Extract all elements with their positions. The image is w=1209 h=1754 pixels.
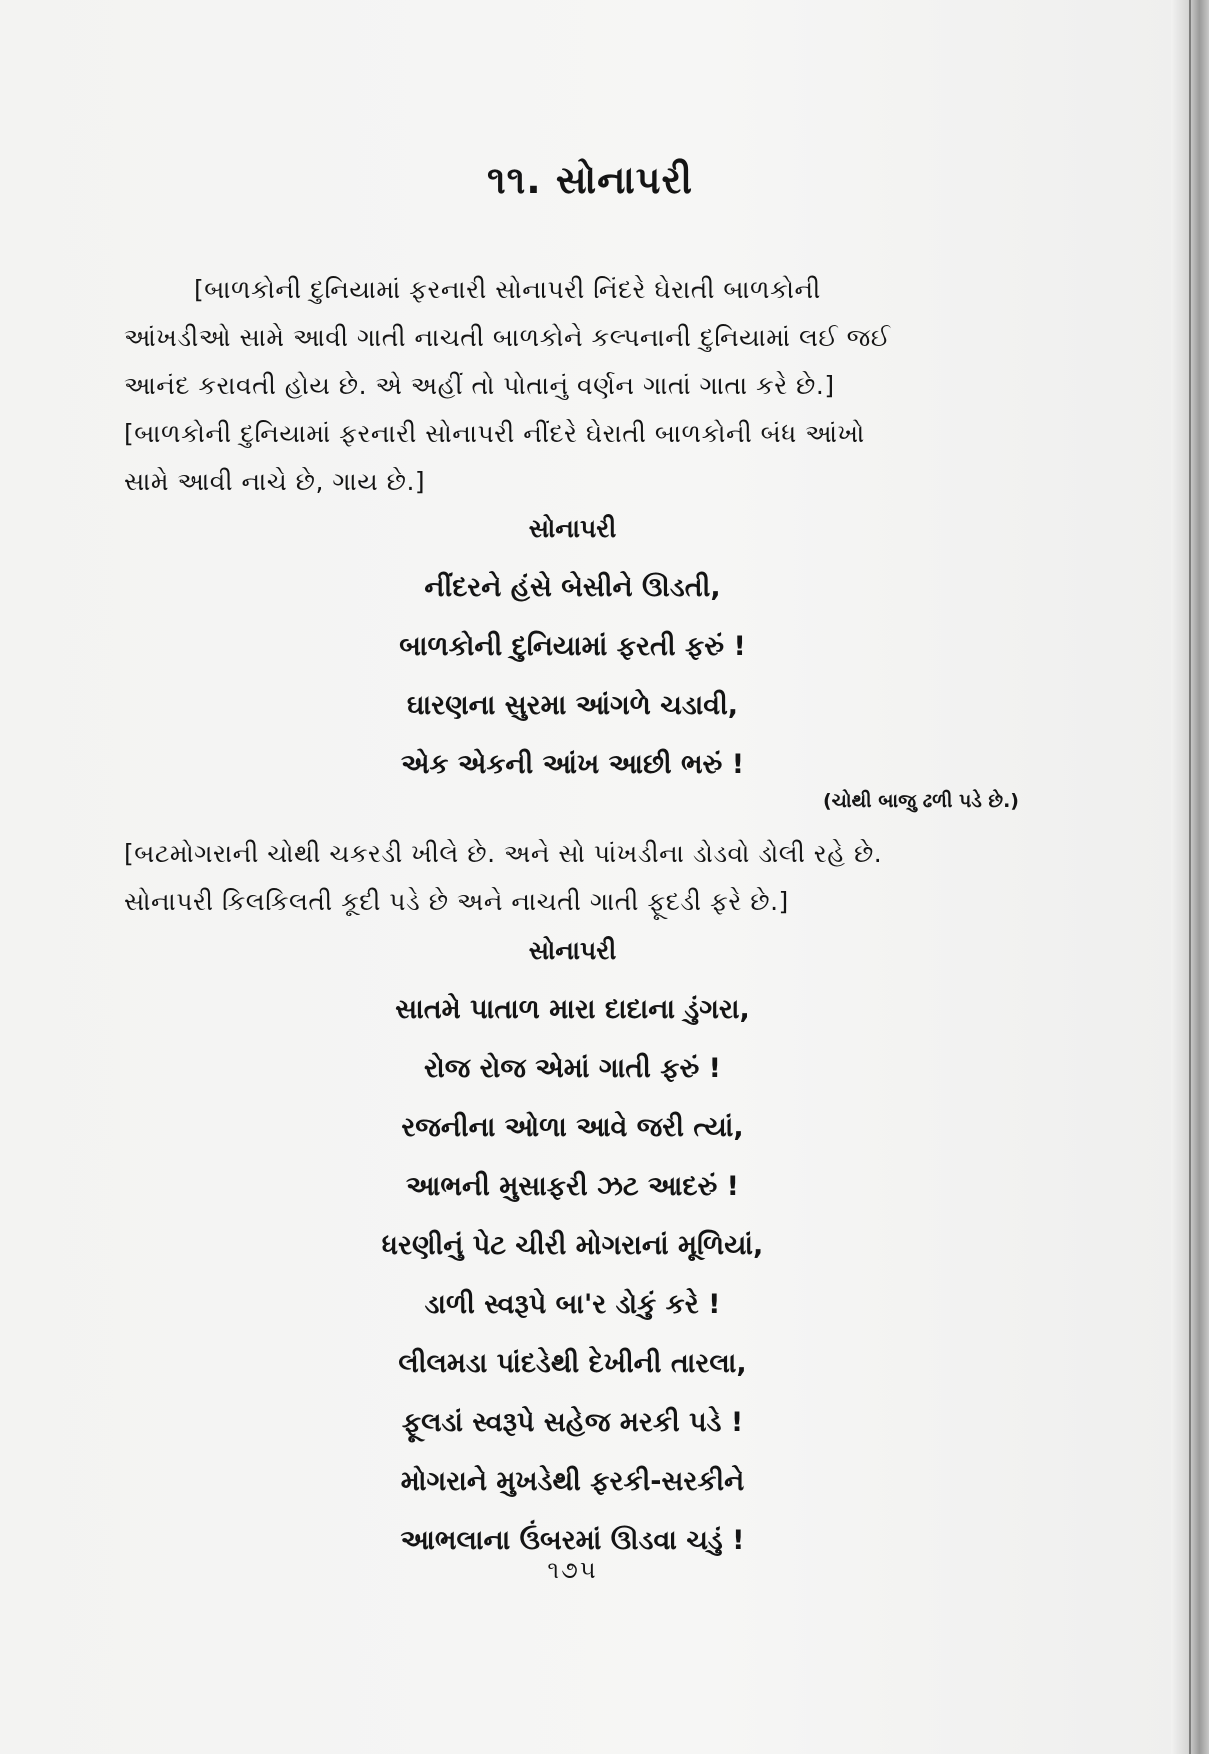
verse-line: સાતમે પાતાળ મારા દાદાના ડુંગરા, [395, 994, 750, 1025]
paragraph-line: સામે આવી નાચે છે, ગાય છે.] [124, 467, 426, 496]
chapter-title: ૧૧. સોનાપરી [487, 158, 693, 202]
verse-line: એક એકની આંખ આછી ભરું ! [400, 749, 745, 780]
verse-line: ઘારણના સુરમા આંગળે ચડાવી, [406, 690, 739, 721]
verse-line: લીલમડા પાંદડેથી દેખીની તારલા, [398, 1348, 747, 1379]
page-number: ૧૭૫ [547, 1556, 598, 1584]
verse-line: મોગરાને મુખડેથી ફરકી-સરકીને [400, 1466, 745, 1497]
paragraph-line: [બટમોગરાની ચોથી ચકરડી ખીલે છે. અને સો પાંખડીના ડોડવો ડોલી રહે છે. [124, 839, 883, 868]
verse-line: ધરણીનું પેટ ચીરી મોગરાનાં મૂળિયાં, [381, 1230, 764, 1261]
second-paragraph [124, 410, 1004, 506]
speaker-label: સોનાપરી [528, 936, 617, 965]
intro-paragraph [124, 266, 1004, 410]
verse-line: ફૂલડાં સ્વરૂપે સહેજ મરકી પડે ! [401, 1407, 744, 1438]
verse-line: નીંદરને હંસે બેસીને ઊડતી, [424, 572, 721, 603]
third-paragraph [124, 830, 1004, 926]
verse-line: આભલાના ઉંબરમાં ઊડવા ચડું ! [400, 1525, 745, 1556]
verse-line: રોજ રોજ એમાં ગાતી ફરું ! [424, 1053, 721, 1084]
page-edge-line [1189, 0, 1191, 1754]
verse-line: બાળકોની દુનિયામાં ફરતી ફરું ! [399, 631, 746, 662]
intro-line: [બાળકોની દુનિયામાં ફરનારી સોનાપરી નિંદરે ઘેરાતી બાળકોની [194, 275, 821, 304]
stage-direction: (ચોથી બાજુ ઢળી પડે છે.) [822, 790, 1019, 812]
verse-line: આભની મુસાફરી ઝટ આદરું ! [406, 1171, 739, 1202]
verse-line: રજનીના ઓળા આવે જરી ત્યાં, [401, 1112, 744, 1143]
speaker-label: સોનાપરી [528, 514, 617, 543]
intro-line: આંખડીઓ સામે આવી ગાતી નાચતી બાળકોને કલ્પનાની દુનિયામાં લઈ જઈ [124, 323, 891, 352]
paragraph-line: સોનાપરી કિલકિલતી કૂદી પડે છે અને નાચતી ગાતી ફૂદડી ફરે છે.] [124, 887, 789, 916]
intro-line: આનંદ કરાવતી હોય છે. એ અહીં તો પોતાનું વર્ણન ગાતાં ગાતા કરે છે.] [124, 371, 835, 400]
verse-block-1 [0, 558, 1145, 794]
paragraph-line: [બાળકોની દુનિયામાં ફરનારી સોનાપરી નીંદરે ઘેરાતી બાળકોની બંધ આંખો [124, 419, 865, 448]
verse-block-2 [0, 980, 1145, 1570]
verse-line: ડાળી સ્વરૂપે બા'ર ડોકું કરે ! [424, 1289, 721, 1320]
